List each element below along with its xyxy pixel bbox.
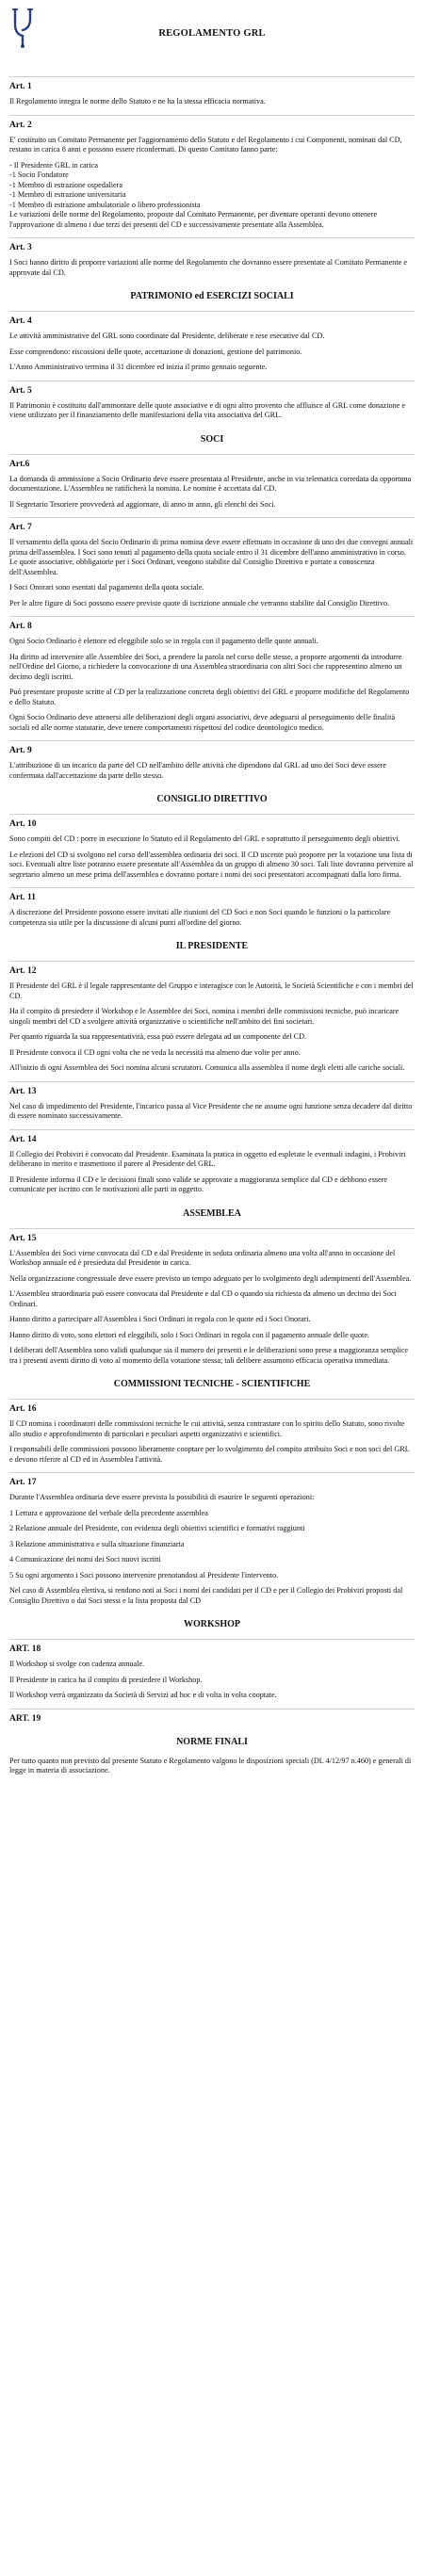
article bbox=[9, 115, 415, 231]
list-line: -1 Membro di estrazione ambulatoriale o libero professionista bbox=[9, 200, 201, 209]
paragraph: Nel caso di impedimento del Presidente, l'incarico passa al Vice Presidente che ne assume ogni funzione senza decadere dal diritto di essere nominato successivamente. bbox=[9, 1101, 413, 1120]
paragraph: Il Workshop si svolge con cadenza annuale. bbox=[9, 1660, 145, 1668]
paragraph: 3 Relazione amministrativa e sulla situazione finanziaria bbox=[9, 1539, 185, 1548]
article bbox=[9, 740, 415, 781]
section-title: WORKSHOP bbox=[183, 1619, 240, 1629]
paragraph: Il Collegio dei Probiviri è convocato dal Presidente. Esaminata la pratica in oggetto ed espletate le eventuali indagini, i Probiviri deliberano in merito e trasmettono il parere al Presidente del GRL. bbox=[9, 1149, 406, 1168]
article-heading: Art. 14 bbox=[9, 1129, 415, 1144]
article-heading: Art. 1 bbox=[9, 76, 415, 91]
article-heading: Art. 3 bbox=[9, 237, 415, 252]
paragraph: Ha il compito di presiedere il Workshop e le Assemblee dei Soci, nomina i membri delle commissioni tecniche, può incaricare singoli membri del CD a svolgere attività organizzative o scientifiche nell'ambito dei fini societari. bbox=[9, 1007, 400, 1026]
article-heading: Art. 9 bbox=[9, 740, 415, 755]
list-line: - Il Presidente GRL in carica bbox=[9, 160, 99, 170]
paragraph: Per le altre figure di Soci possono essere previste quote di iscrizione annuale che verranno stabilite dal Consiglio Direttivo. bbox=[9, 598, 390, 608]
list-line: -1 Socio Fondatore bbox=[9, 170, 69, 179]
paragraph: Il Regolamento integra le norme dello Statuto e ne ha la stessa efficacia normativa. bbox=[9, 97, 266, 105]
paragraph: Ogni Socio Ordinario deve attenersi alle deliberazioni degli organi associativi, deve adeguarsi al perseguimento delle finalità sociali ed alle norme statutarie, deve tenere comportamenti rispettosi del codice deontologico medico. bbox=[9, 713, 396, 732]
article-heading: Art. 10 bbox=[9, 814, 415, 829]
article bbox=[9, 814, 415, 880]
paragraph: A discrezione del Presidente possono essere invitati alle riunioni del CD Soci e non Soci quando le funzioni o la particolare competenza sia utile per la discussione di alcuni punti all'ordine del giorno. bbox=[9, 908, 391, 927]
article-heading: Art. 5 bbox=[9, 381, 415, 396]
paragraph: Hanno diritto a partecipare all'Assemblea i Soci Ordinari in regola con le quote ed i Soci Onorari. bbox=[9, 1315, 311, 1323]
paragraph: Il Presidente del GRL è il legale rappresentante del Gruppo e interagisce con le Autorità, le Società Scientifiche e con i membri del CD. bbox=[9, 981, 414, 1000]
paragraph: I deliberati dell'Assemblea sono validi qualunque sia il numero dei presenti e le deliberazioni sono prese a maggioranza semplice tra i presenti aventi diritto di voto al momento della votazione stessa; tali delibere assumono efficacia operativa immediata. bbox=[9, 1346, 408, 1365]
document-body bbox=[9, 76, 415, 1776]
paragraph: I responsabili delle commissioni possono liberamente cooptare per lo svolgimento del compito attribuito Soci e non soci del GRL e devono riferire al CD ed in Assemblea l'attività. bbox=[9, 1445, 410, 1464]
article-heading: Art. 2 bbox=[9, 115, 415, 130]
article-heading: Art. 17 bbox=[9, 1472, 415, 1487]
section bbox=[9, 76, 415, 278]
article-heading: Art. 4 bbox=[9, 311, 415, 326]
article bbox=[9, 237, 415, 278]
article-heading: Art. 15 bbox=[9, 1228, 415, 1243]
article-heading: ART. 18 bbox=[9, 1639, 415, 1654]
paragraph: Il Segretario Tesoriere provvederà ad aggiornare, di anno in anno, gli elenchi dei Soci. bbox=[9, 499, 276, 509]
article bbox=[9, 1228, 415, 1367]
section bbox=[9, 1619, 415, 1724]
article bbox=[9, 1399, 415, 1465]
paragraph: Sono compiti del CD : porre in esecuzione lo Statuto ed il Regolamento del GRL e soprattutto il perseguimento degli obiettivi. bbox=[9, 834, 400, 843]
article bbox=[9, 517, 415, 608]
section-title: SOCI bbox=[200, 433, 224, 445]
paragraph: Il Presidente convoca il CD ogni volta che ne veda la necessità ma almeno due volte per anno. bbox=[9, 1047, 301, 1057]
paragraph: Durante l'Assemblea ordinaria deve essere prevista la possibilità di esaurire le seguenti operazioni: bbox=[9, 1493, 315, 1501]
paragraph: Il Presidente informa il CD e le decisioni finali sono valide se approvate a maggioranza semplice dal CD e debbono essere comunicate per iscritto con le motivazioni alle parti in oggetto. bbox=[9, 1175, 388, 1193]
paragraph: 5 Su ogni argomento i Soci possono intervenire prenotandosi al Presidente l'intervento. bbox=[9, 1570, 279, 1580]
paragraph: All'inizio di ogni Assemblea dei Soci nomina alcuni scrutatori. Comunica alla assemblea il nome degli eletti alle cariche sociali. bbox=[9, 1063, 405, 1072]
paragraph: Può presentare proposte scritte al CD per la realizzazione concreta degli obiettivi del GRL e proporre modifiche del Regolamento e dello Statuto. bbox=[9, 688, 410, 706]
paragraph: Il Patrimonio è costituito dall'ammontare delle quote associative e di ogni altro provento che affluisce al GRL come donazione e viene utilizzato per il finanziamento delle manifestazioni della vita associativa del GRL. bbox=[9, 400, 406, 419]
paragraph: Il CD nomina i coordinatori delle commissioni tecniche le cui attività, senza contrastare con lo spirito dello Statuto, sono rivolte allo studio e approfondimento di particolari e peculiari aspetti organizzativi e scientifici. bbox=[9, 1419, 405, 1438]
paragraph: Nella organizzazione congressuale deve essere previsto un tempo adeguato per lo svolgimento degli adempimenti dell'Assemblea. bbox=[9, 1273, 412, 1283]
article bbox=[9, 887, 415, 928]
section bbox=[9, 1379, 415, 1606]
article-heading: Art. 12 bbox=[9, 961, 415, 976]
paragraph: 2 Relazione annuale del Presidente, con evidenza degli obiettivi scientifici e formativi raggiunti bbox=[9, 1524, 305, 1532]
article bbox=[9, 1709, 415, 1724]
section bbox=[9, 291, 415, 421]
paragraph: Il Workshop verrà organizzato da Società di Servizi ad hoc e di volta in volta cooptate. bbox=[9, 1691, 277, 1699]
list-line: -1 Membro di estrazione universitaria bbox=[9, 190, 126, 199]
paragraph: 4 Comunicazione dei nomi dei Soci nuovi iscritti bbox=[9, 1555, 161, 1563]
section bbox=[9, 1737, 415, 1776]
article-heading: Art.6 bbox=[9, 454, 415, 469]
logo-icon bbox=[9, 6, 38, 49]
article-heading: Art. 7 bbox=[9, 517, 415, 532]
section bbox=[9, 1208, 415, 1367]
list-line: Le variazioni delle norme del Regolamento, proposte dal Comitato Permanente, per diventare operanti devono ottenere l'approvazione di almeno i due terzi dei presenti del CD e successivamente presentate alla Assemblea. bbox=[9, 210, 378, 229]
paragraph: E' costituito un Comitato Permanente per l'aggiornamento dello Statuto e del Regolamento i cui Componenti, nominati dal CD, restano in carica 8 anni e possono essere riconfermati. Di questo Comitato fanno parte: bbox=[9, 135, 402, 154]
section-title: PATRIMONIO ed ESERCIZI SOCIALI bbox=[130, 291, 294, 301]
article bbox=[9, 311, 415, 373]
line-list bbox=[9, 161, 415, 231]
paragraph: L'Assemblea straordinaria può essere convocata dal Presidente e dal CD o quando sia richiesta da almeno un decimo dei Soci Ordinari. bbox=[9, 1289, 397, 1308]
article bbox=[9, 454, 415, 510]
paragraph: Le elezioni del CD si svolgono nel corso dell'assemblea ordinaria dei soci. Il CD uscente può proporre per la votazione una lista di soci. Eventuali altre liste potranno essere presentate all'Assemblea da un gruppo di almeno 30 soci. Tali liste dovranno pervenire al segretario almeno un mese prima dell'assemblea e dovranno portare i nomi dei soci presentatori accompagnati dalla loro firma. bbox=[9, 850, 414, 879]
list-line: -1 Membro di estrazione ospedaliera bbox=[9, 180, 123, 189]
paragraph: Nel caso di Assemblea elettiva, si rendono noti ai Soci i nomi dei candidati per il CD e per il Collegio dei Probiviri proposti dal Consiglio Direttivo o dai Soci stessi e la lista proposta dal CD bbox=[9, 1586, 403, 1605]
article-heading: Art. 13 bbox=[9, 1081, 415, 1096]
paragraph: Ogni Socio Ordinario è elettore ed eleggibile solo se in regola con il pagamento delle quote annuali. bbox=[9, 637, 318, 645]
paragraph: L'Assemblea dei Soci viene convocata dal CD e dal Presidente in seduta ordinaria almeno una volta all'anno in occasione del Workshop annuale ed è presieduta dal Presidente in carica. bbox=[9, 1248, 396, 1267]
paragraph: L'Anno Amministrativo termina il 31 dicembre ed inizia il primo gennaio seguente. bbox=[9, 363, 268, 371]
paragraph: Le attività amministrative del GRL sono coordinate dal Presidente, deliberate e rese esecutive dal CD. bbox=[9, 332, 325, 340]
article-heading: Art. 8 bbox=[9, 616, 415, 631]
section bbox=[9, 434, 415, 782]
paragraph: La domanda di ammissione a Socio Ordinario deve essere presentata al Presidente, anche in via telematica corredata da opportuna documentazione. L'Assemblea ne ratificherà la nomina. Le nomine è accettata dal CD. bbox=[9, 474, 412, 493]
article bbox=[9, 76, 415, 107]
section-title: COMMISSIONI TECNICHE - SCIENTIFICHE bbox=[113, 1379, 311, 1389]
article-heading: Art. 11 bbox=[9, 887, 415, 902]
article bbox=[9, 961, 415, 1074]
article bbox=[9, 1129, 415, 1195]
article bbox=[9, 1081, 415, 1122]
document-title: REGOLAMENTO GRL bbox=[158, 28, 266, 39]
paragraph: Il Presidente in carica ha il compito di presiedere il Workshop. bbox=[9, 1675, 203, 1684]
article bbox=[9, 1472, 415, 1606]
section-title: IL PRESIDENTE bbox=[175, 941, 249, 951]
paragraph: L'attribuzione di un incarico da parte del CD nell'ambito delle attività che dipendono dal GRL ad uno dei Soci deve essere confermata dall'accettazione da parte dello stesso. bbox=[9, 761, 387, 780]
section-title: ASSEMBLEA bbox=[183, 1207, 241, 1219]
section bbox=[9, 941, 415, 1195]
paragraph: Esse comprendono: riscossioni delle quote, accettazione di donazioni, gestione del patrimonio. bbox=[9, 347, 302, 356]
article bbox=[9, 1639, 415, 1701]
paragraph: 1 Lettura e approvazione del verbale della precedente assemblea bbox=[9, 1508, 208, 1517]
paragraph: Hanno diritto di voto, sono elettori ed eleggibili, solo i Soci Ordinari in regola con il pagamento annuale delle quote. bbox=[9, 1330, 369, 1339]
paragraph: Ha diritto ad intervenire alle Assemblee dei Soci, a prendere la parola nel corso delle stesse, a proporre argomenti da introdurre nell'Ordine del Giorno, a richiedere la convocazione di una Assemblea straordinaria con altri Soci che rappresentino almeno un decimo degli iscritti. bbox=[9, 652, 402, 681]
paragraph: Il versamento della quota del Socio Ordinario di prima nomina deve essere effettuato in occasione di uno dei due convegni annuali prima dell'assemblea. I Soci sono tenuti al pagamento della quota sociale entro il 31 dicembre dell'anno amministrativo in corso. Le quote associative, obbligatorie per i Soci Ordinari, vengono stabilite dal Consiglio Direttivo e portate a conoscenza dell'Assemblea. bbox=[9, 538, 414, 576]
section bbox=[9, 794, 415, 928]
section-title: NORME FINALI bbox=[176, 1736, 248, 1747]
section-title: CONSIGLIO DIRETTIVO bbox=[156, 794, 268, 804]
paragraph: Per tutto quanto non previsto dal presente Statuto e Regolamento valgono le disposizioni speciali (DL 4/12/97 n.460) e generali di legge in materia di associazione. bbox=[9, 1756, 412, 1774]
article bbox=[9, 381, 415, 421]
article bbox=[9, 1757, 415, 1776]
paragraph: Per quanto riguarda la sua rappresentatività, essa può essere delegata ad un componente del CD. bbox=[9, 1032, 307, 1041]
article-heading: ART. 19 bbox=[9, 1709, 415, 1724]
article bbox=[9, 616, 415, 733]
paragraph: I Soci Onorari sono esentati dal pagamento della quota sociale. bbox=[9, 583, 204, 591]
article-heading: Art. 16 bbox=[9, 1399, 415, 1414]
paragraph: I Soci hanno diritto di proporre variazioni alle norme del Regolamento che dovranno essere presentate al Comitato Permanente e approvate dal CD. bbox=[9, 258, 407, 277]
